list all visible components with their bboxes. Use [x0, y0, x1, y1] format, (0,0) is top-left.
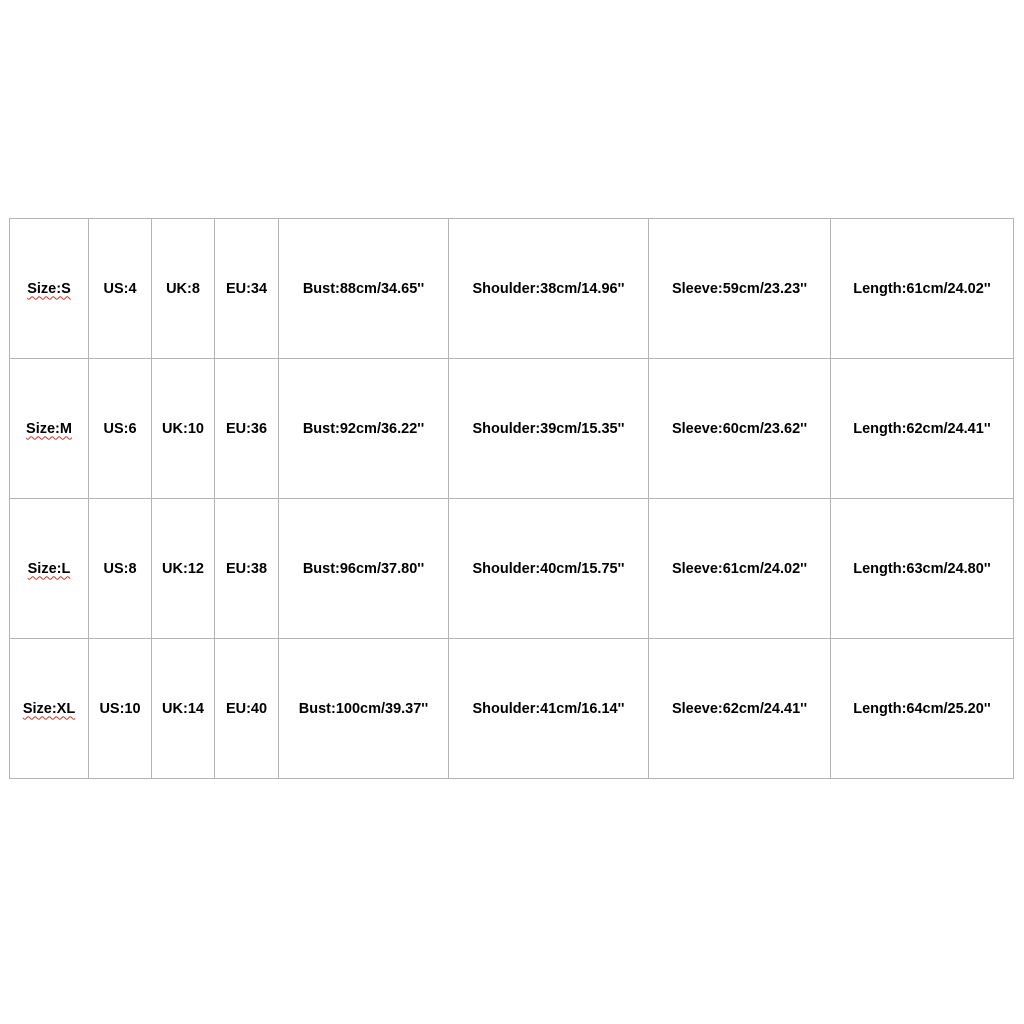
us-size-cell: US:4	[89, 219, 152, 359]
bust-cell: Bust:92cm/36.22''	[279, 359, 449, 499]
uk-size-cell: UK:12	[152, 499, 215, 639]
shoulder-cell: Shoulder:40cm/15.75''	[449, 499, 649, 639]
us-size-cell: US:10	[89, 639, 152, 779]
shoulder-cell: Shoulder:41cm/16.14''	[449, 639, 649, 779]
eu-size-cell: EU:34	[215, 219, 279, 359]
sleeve-cell: Sleeve:62cm/24.41''	[649, 639, 831, 779]
size-label: Size:S	[27, 280, 71, 297]
length-cell: Length:64cm/25.20''	[831, 639, 1014, 779]
uk-size-cell: UK:10	[152, 359, 215, 499]
bust-cell: Bust:88cm/34.65''	[279, 219, 449, 359]
eu-size-cell: EU:38	[215, 499, 279, 639]
bust-cell: Bust:96cm/37.80''	[279, 499, 449, 639]
size-label: Size:M	[26, 420, 72, 437]
size-cell	[10, 639, 89, 779]
shoulder-cell: Shoulder:38cm/14.96''	[449, 219, 649, 359]
sleeve-cell: Sleeve:61cm/24.02''	[649, 499, 831, 639]
table-row-size-xl	[10, 639, 1014, 779]
sleeve-cell: Sleeve:60cm/23.62''	[649, 359, 831, 499]
uk-size-cell: UK:8	[152, 219, 215, 359]
us-size-cell: US:8	[89, 499, 152, 639]
size-cell	[10, 219, 89, 359]
table-row-size-m	[10, 359, 1014, 499]
size-label: Size:XL	[22, 700, 76, 717]
length-cell: Length:61cm/24.02''	[831, 219, 1014, 359]
size-cell	[10, 499, 89, 639]
length-cell: Length:62cm/24.41''	[831, 359, 1014, 499]
length-cell: Length:63cm/24.80''	[831, 499, 1014, 639]
size-label: Size:L	[27, 560, 71, 577]
sleeve-cell: Sleeve:59cm/23.23''	[649, 219, 831, 359]
eu-size-cell: EU:40	[215, 639, 279, 779]
size-chart-table	[9, 218, 1014, 779]
us-size-cell: US:6	[89, 359, 152, 499]
table-row-size-s	[10, 219, 1014, 359]
uk-size-cell: UK:14	[152, 639, 215, 779]
bust-cell: Bust:100cm/39.37''	[279, 639, 449, 779]
table-row-size-l	[10, 499, 1014, 639]
shoulder-cell: Shoulder:39cm/15.35''	[449, 359, 649, 499]
eu-size-cell: EU:36	[215, 359, 279, 499]
size-cell	[10, 359, 89, 499]
